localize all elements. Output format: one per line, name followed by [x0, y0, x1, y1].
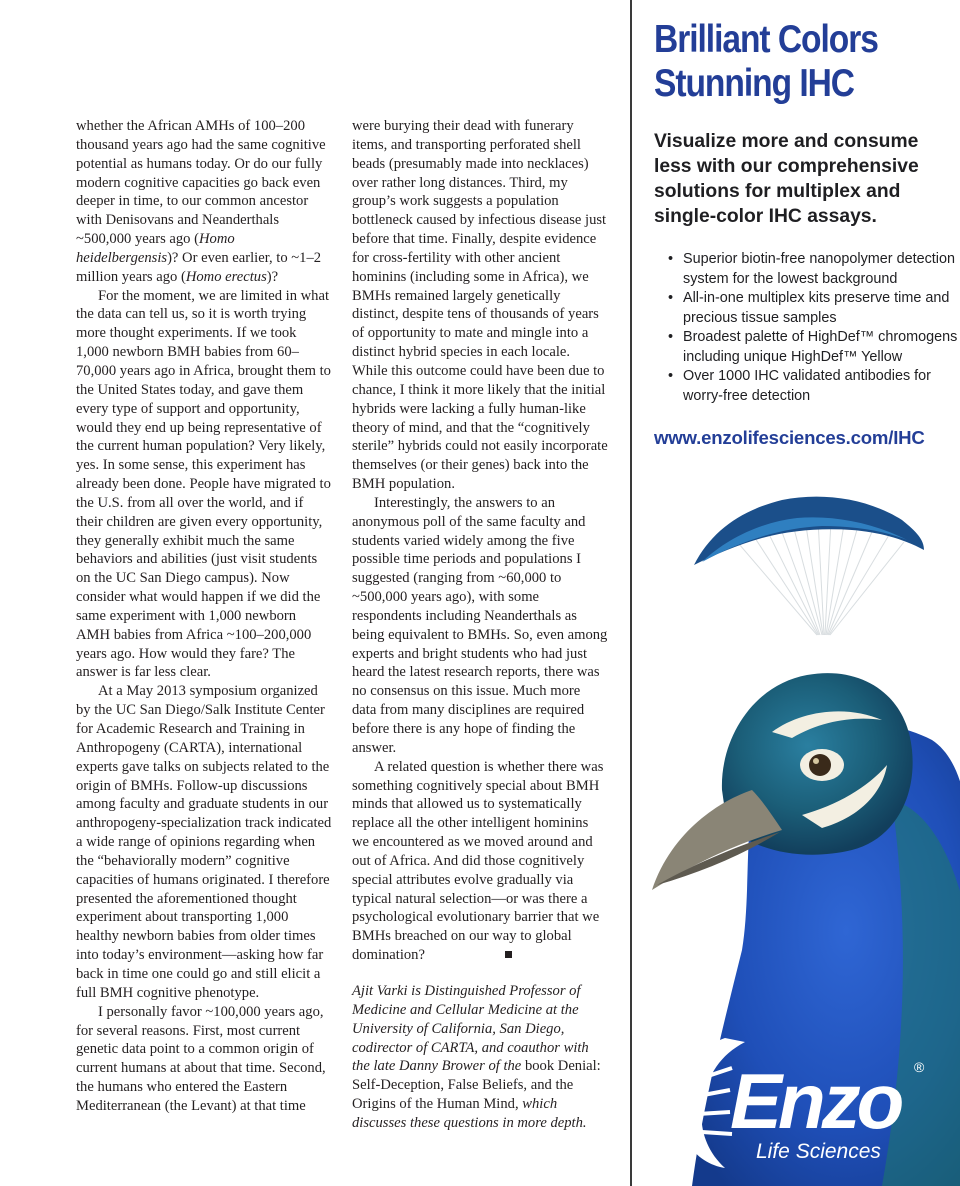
paragraph-text: A related question is whether there was something cognitively special about BMH minds that allowed us to systematically replace all the other intelligent hominins we encountered as we moved around and out of Africa. And did those cognitively special attributes evolve gradually via typical natural selection—or was there a psychological evolutionary barrier that we BMHs breached on our way to global domination?: [352, 758, 604, 964]
paragraph-text: whether the African AMHs of 100–200 thousand years ago had the same cognitive potential as humans today. Or do our fully modern cognitive capacities go back even deeper in time, to our common ancestor with Denisovans and Neanderthals ~500,000 years ago (: [76, 118, 326, 248]
paragraph-text: )? Or even earlier, to ~1–2 million years ago (: [76, 249, 322, 285]
ad-headline: [654, 18, 878, 106]
enzo-wordmark: Enzo: [730, 1057, 901, 1145]
peacock-eye: [809, 754, 831, 776]
paragraph-text: I personally favor ~100,000 years ago, for several reasons. First, most current genetic data point to a common origin of current humans at about that time. Second, the humans who entered the Eastern Mediterranean (the Levant) at that time: [76, 1003, 326, 1114]
ad-bullet-item: • Broadest palette of HighDef™ chromogens including unique HighDef™ Yellow: [668, 328, 958, 367]
ad-bullet-item: • Over 1000 IHC validated antibodies for worry-free detection: [668, 367, 958, 406]
ad-headline-line-1: Brilliant Colors: [654, 18, 878, 61]
article-column-right: [352, 117, 608, 1133]
paragraph-text: )?: [266, 268, 279, 285]
article-paragraph: [76, 1003, 332, 1116]
paragraph-text: For the moment, we are limited in what the data can tell us, so it is worth trying more thought experiments. If we took 1,000 newborn BMH babies from 60–70,000 years ago in Africa, brought them to the United States today, and gave them every type of support and opportunity, would they end up being representative of the current human population? Very likely, yes. In some sense, this experiment has already been done. People have migrated to the U.S. from all over the world, and if their children are given every opportunity, they generally exhibit much the same behaviors and abilities (just visit students on the UC San Diego campus). Now consider what would happen if we did the same experiment with 1,000 newborn AMH babies from Africa ~100–200,000 years ago. How would they fare? The answer is far less clear.: [76, 287, 331, 681]
article-paragraph: [352, 758, 608, 965]
italic-text: which discusses these questions in more depth.: [352, 1096, 587, 1131]
article-paragraph: [352, 117, 608, 494]
paragraph-text: book Denial: Self-Deception, False Beliefs, and the Origins of the Human Mind,: [352, 1058, 601, 1113]
paragraph-text: were burying their dead with funerary items, and transporting perforated shell beads (presumably made into necklaces) over rather long distances. Third, my group’s work suggests a population bottleneck caused by infectious disease just before that time. Finally, despite evidence for cross-fertility with other ancient hominins (including some in Africa), we BMHs remained largely genetically distinct, despite tens of thousands of years of opportunity to mate and mingle into a distinct hybrid species in each locale. While this outcome could have been due to chance, I think it more likely that the initial hybrids were lacking a fully human-like theory of mind, and that the “cognitively sterile” hybrids could not easily incorporate themselves (or their genes) back into the BMH population.: [352, 118, 608, 493]
ad-bullet-item: • All-in-one multiplex kits preserve time and precious tissue samples: [668, 289, 958, 328]
italic-text: Ajit Varki is Distinguished Professor of Medicine and Cellular Medicine at the University of California, San Diego, codirector of CARTA, and coauthor with the late Danny Brower of the: [352, 982, 589, 1075]
italic-text: Homo heidelbergensis: [76, 231, 235, 266]
article-paragraph: [352, 494, 608, 758]
enzo-advertisement[interactable]: [632, 0, 960, 1186]
article-paragraph: [76, 682, 332, 1002]
ad-bullet-list: [668, 250, 958, 406]
ad-headline-line-2: Stunning IHC: [654, 62, 855, 105]
article-column-left: [76, 117, 332, 1116]
paragraph-text: Interestingly, the answers to an anonymous poll of the same faculty and students varied widely among the five possible time periods and populations I suggested (ranging from ~60,000 to ~500,000 years ago), with some respondents including Neanderthals as being equivalent to BMHs. So, even among experts and bright students who had just heard the latest research reports, there was no consensus on this issue. Much more data from many disciplines are required before there is any hope of finding the answer.: [352, 494, 608, 756]
italic-text: Homo erectus: [185, 268, 267, 285]
end-of-article-mark: [505, 951, 512, 958]
article-paragraph: [76, 287, 332, 683]
crest-tuft: [694, 497, 924, 565]
registered-mark: ®: [914, 1059, 925, 1075]
ad-website-link[interactable]: www.enzolifesciences.com/IHC: [654, 427, 925, 448]
author-bio: [352, 982, 608, 1133]
enzo-tagline: Life Sciences: [756, 1140, 881, 1163]
enzo-logo: [670, 1030, 960, 1170]
article-paragraph: [76, 117, 332, 287]
paragraph-text: At a May 2013 symposium organized by the UC San Diego/Salk Institute Center for Academic Research and Training in Anthropogeny (CARTA), international experts gave talks on subjects related to the origin of BMHs. Follow-up discussions among faculty and graduate students in our anthropogeny-specialization track indicated a wide range of opinions regarding when the “behaviorally modern” cognitive capacities of humans originated. I therefore presented the aforementioned thought experiment about transporting 1,000 healthy newborn babies from older times into today’s environment—asking how far back in time one could go and still elicit a full BMH cognitive phenotype.: [76, 683, 332, 1001]
ad-subheading: Visualize more and consume less with our comprehensive solutions for multiplex and single-color IHC assays.: [654, 131, 919, 227]
ad-bullet-item: • Superior biotin-free nanopolymer detection system for the lowest background: [668, 250, 958, 289]
